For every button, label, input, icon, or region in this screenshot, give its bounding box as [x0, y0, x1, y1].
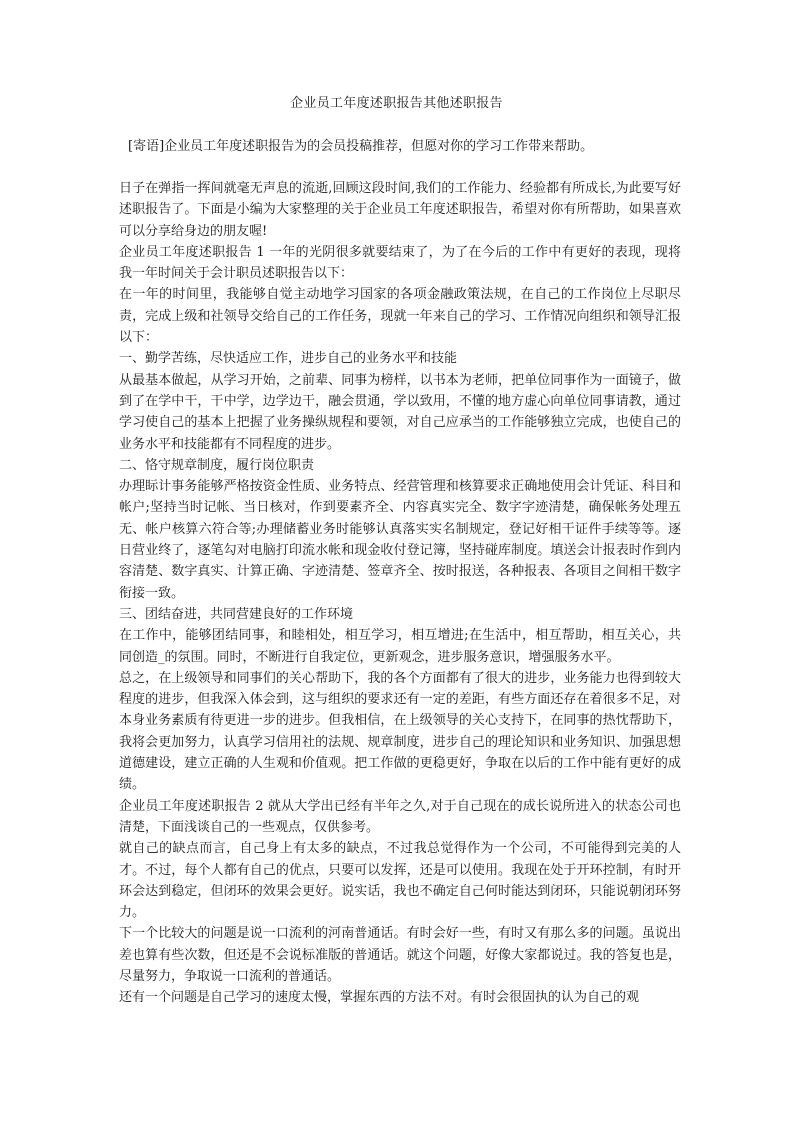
- paragraph: 企业员工年度述职报告 2 就从大学出已经有半年之久,对于自己现在的成长说所进入的状态公司也清楚，下面浅谈自己的一些观点，仅供参考。: [119, 798, 681, 835]
- section-heading: 三、团结奋进，共同营建良好的工作环境: [119, 606, 354, 622]
- paragraph: 总之，在上级领导和同事们的关心帮助下，我的各个方面都有了很大的进步，业务能力也得到较大程度的进步，但我深入体会到，这与组织的要求还有一定的差距，有些方面还存在着很多不足，对本身业务素质有待更进一步的进步。但我相信，在上级领导的关心支持下，在同事的热忱帮助下，我将会更加努力，认真学习信用社的法规、规章制度，进步自己的理论知识和业务知识、加强思想道德建设，建立正确的人生观和价值观。把工作做的更稳更好，争取在以后的工作中能有更好的成绩。: [119, 670, 681, 793]
- document-body: [119, 178, 681, 1009]
- paragraph: 在工作中，能够团结同事，和睦相处，相互学习，相互增进;在生活中，相互帮助，相互关心，共同创造_的氛围。同时，不断进行自我定位，更新观念，进步服务意识，增强服务水平。: [119, 628, 681, 665]
- paragraph: 从最基本做起，从学习开始，之前辈、同事为榜样，以书本为老师，把单位同事作为一面镜子，做到了在学中干，干中学，边学边干，融会贯通，学以致用，不懂的地方虚心向单位同事请教，通过学习使自己的基本上把握了业务操纵规程和要领，对自己应承当的工作能够独立完成，也使自己的业务水平和技能都有不同程度的进步。: [119, 372, 681, 452]
- section-heading: 二、恪守规章制度，履行岗位职责: [119, 457, 315, 473]
- document-intro: [寄语]企业员工年度述职报告为的会员投稿推荐，但愿对你的学习工作带来帮助。: [128, 139, 594, 154]
- section-heading: 一、勤学苦练，尽快适应工作，进步自己的业务水平和技能: [119, 351, 458, 367]
- paragraph: 办理眎计事务能够严格按资金性质、业务特点、经营管理和核算要求正确地使用会计凭证、科目和帐户;坚持当时记帐、当日核对，作到要素齐全、内容真实完全、数字字迹清楚，确保帐务处理五无、帐户核算六符合等;办理储蓄业务时能够认真落实实名制规定，登记好相干证件手续等等。逐日营业终了，逐笔勾对电脑打印流水帐和现金收付登记簿，坚持碰库制度。填送会计报表时作到内容清楚、数字真实、计算正确、字迹清楚、签章齐全、按时报送，各种报表、各项目之间相干数字衔接一致。: [119, 479, 681, 601]
- paragraph: 下一个比较大的问题是说一口流利的河南普通话。有时会好一些，有时又有那么多的问题。虽说出差也算有些次数，但还是不会说标准版的普通话。就这个问题，好像大家都说过。我的答复也是，尽量努力，争取说一口流利的普通话。: [119, 926, 681, 984]
- paragraph: 还有一个问题是自己学习的速度太慢，掌握东西的方法不对。有时会很固执的认为自己的观: [119, 990, 640, 1006]
- paragraph: 日子在弹指一挥间就毫无声息的流逝,回顾这段时间,我们的工作能力、经验都有所成长,为此要写好述职报告了。下面是小编为大家整理的关于企业员工年度述职报告，希望对你有所帮助，如果喜欢可以分享给身边的朋友喔!: [119, 181, 681, 239]
- document-title: 企业员工年度述职报告其他述职报告: [290, 96, 503, 111]
- paragraph: 在一年的时间里，我能够自觉主动地学习国家的各项金融政策法规，在自己的工作岗位上尽职尽责，完成上级和社领导交给自己的工作任务，现就一年来自己的学习、工作情况向组织和领导汇报以下：: [119, 287, 681, 346]
- paragraph: 企业员工年度述职报告 1 一年的光阴很多就要结束了，为了在今后的工作中有更好的表现，现将我一年时间关于会计职员述职报告以下：: [119, 244, 681, 282]
- paragraph: 就自己的缺点而言，自己身上有太多的缺点，不过我总觉得作为一个公司，不可能得到完美的人才。不过，每个人都有自己的优点，只要可以发挥，还是可以使用。我现在处于开环控制，有时开环会达到稳定，但闭环的效果会更好。说实话，我也不确定自己何时能达到闭环，只能说朝闭环努力。: [119, 841, 681, 921]
